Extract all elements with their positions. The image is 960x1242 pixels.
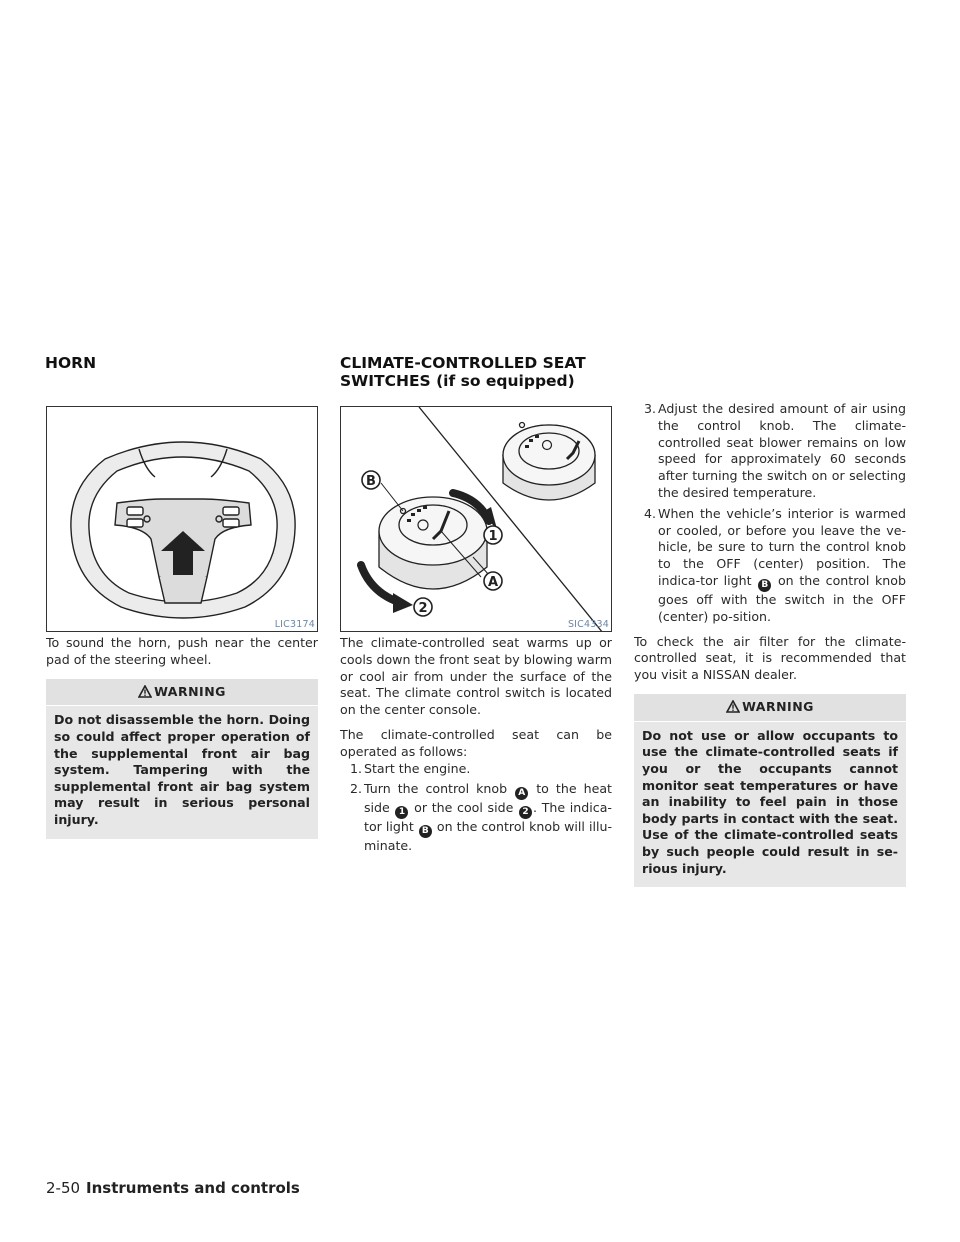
climate-knob-illustration: [341, 407, 612, 632]
page-number: 2-50: [46, 1179, 81, 1197]
warning-text: Do not use or allow occupants to use the climate-controlled seats if you or the occupants cannot monitor seat temperatures or have an inability to feel pain in those body parts in contact with the seat. Use of the climate-controlled seats by such people could result in se-rious injury.: [642, 727, 898, 876]
list-item: 2. Turn the control knob A to the heat side 1 or the cool side 2 . The indica-tor light B on the control knob will illu-minate.: [350, 781, 612, 854]
callout-2-badge: 2: [519, 806, 532, 819]
horn-paragraph: To sound the horn, push near the center pad of the steering wheel.: [46, 635, 318, 667]
horn-figure: [46, 406, 318, 632]
callout-a-label: A: [487, 575, 499, 590]
warning-triangle-icon: [726, 700, 740, 713]
callout-b-badge: B: [758, 579, 771, 592]
climate-column-2: [634, 401, 906, 887]
figure-code: LIC3174: [274, 619, 315, 630]
callout-b-label: B: [366, 474, 376, 489]
figure-code: SIC4334: [567, 619, 609, 630]
climate-seat-figure: [340, 406, 612, 632]
warning-title: WARNING: [46, 679, 318, 706]
climate-steps-list: [340, 761, 612, 856]
horn-warning-box: [46, 679, 318, 839]
callout-1-badge: 1: [395, 806, 408, 819]
section-heading-climate-line1: CLIMATE-CONTROLLED SEAT: [340, 354, 586, 372]
callout-1-label: 1: [488, 529, 498, 544]
climate-paragraph-2: The climate-controlled seat can be operated as follows:: [340, 726, 612, 759]
chapter-title: Instruments and controls: [86, 1179, 300, 1197]
warning-text: Do not disassemble the horn. Doing so could affect proper operation of the supplemental front air bag system. Tampering with the supplemental front air bag system may result in serious personal injury.: [54, 712, 310, 827]
climate-steps-list-cont: [634, 401, 906, 626]
climate-column-1: [340, 635, 612, 855]
climate-paragraph-3: To check the air filter for the climate-controlled seat, it is recommended that you visit a NISSAN dealer.: [634, 633, 906, 683]
section-heading-climate-seat: [340, 354, 630, 390]
callout-b-badge: B: [419, 825, 432, 838]
section-heading-climate-line2: SWITCHES (if so equipped): [340, 372, 575, 390]
climate-paragraph-1: The climate-controlled seat warms up or cools down the front seat by blowing warm or cool air from under the surface of the seat. The climate control switch is located on the center console.: [340, 635, 612, 718]
horn-column: [46, 635, 318, 839]
warning-title: WARNING: [634, 694, 906, 721]
callout-2-label: 2: [418, 601, 428, 616]
callout-a-badge: A: [515, 787, 528, 800]
warning-triangle-icon: [138, 685, 152, 698]
list-item: 4. When the vehicle’s interior is warmed or cooled, or before you leave the ve-hicle, be sure to turn the control knob to the OFF (center) position. The indica-tor light B on the control knob goes off with the switch in the OFF (center) po-sition.: [644, 505, 906, 624]
list-item: 3. Adjust the desired amount of air using the control knob. The climate-controlled seat blower remains on low speed for approximately 60 seconds after turning the switch on or selecting the desired temperature.: [644, 401, 906, 500]
section-heading-horn: HORN: [45, 354, 97, 372]
steering-wheel-illustration: [47, 407, 318, 632]
page-footer: [46, 1179, 300, 1197]
climate-warning-box: [634, 694, 906, 887]
list-item: 1. Start the engine.: [350, 760, 471, 776]
